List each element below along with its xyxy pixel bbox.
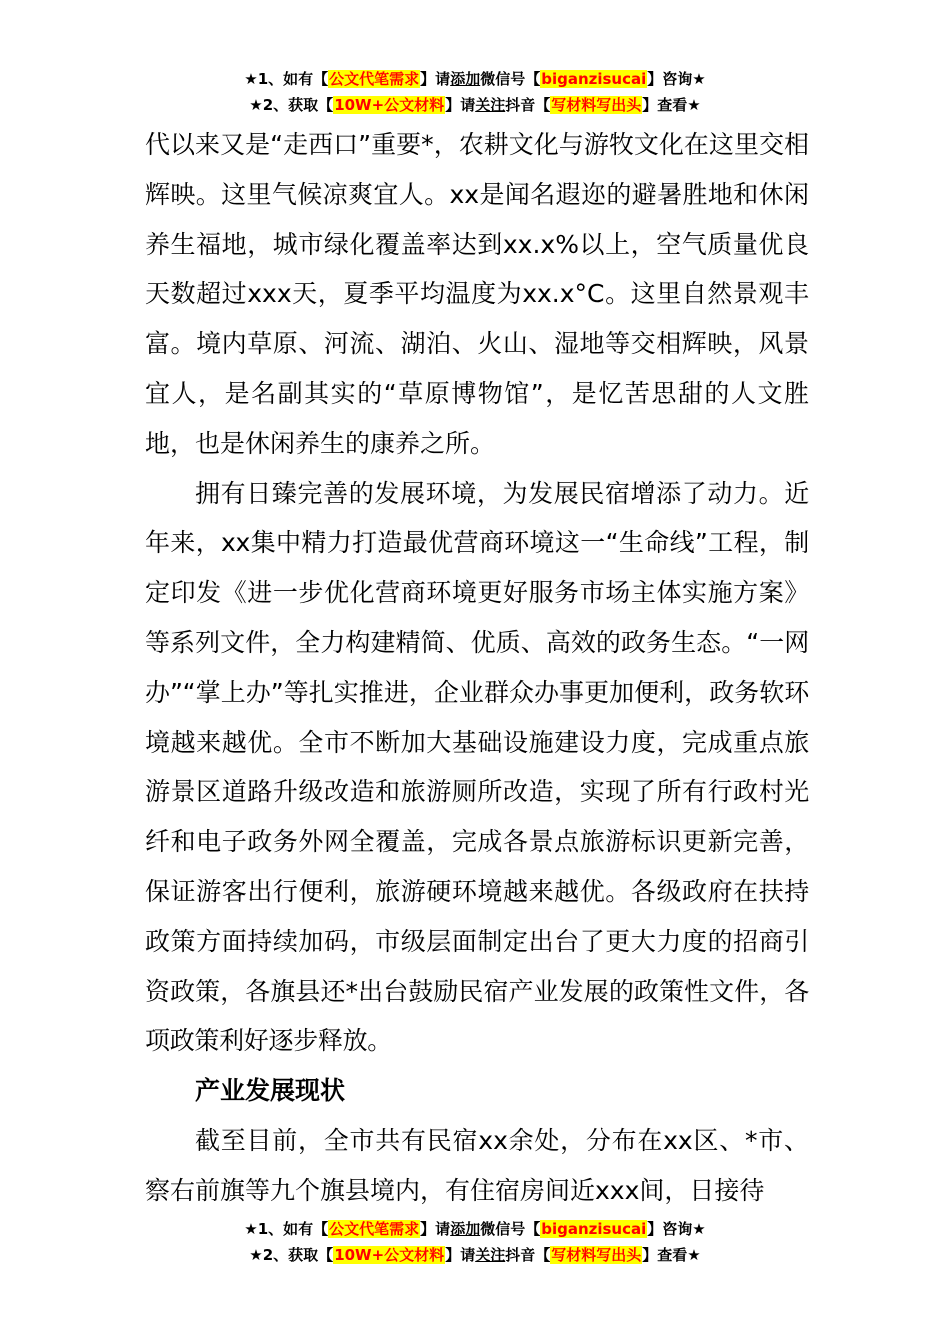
section-heading: 产业发展现状 xyxy=(195,1076,346,1106)
banner-line-1 xyxy=(0,1216,950,1242)
banner-text: 】咨询★ xyxy=(647,70,706,88)
banner-text: ★1、如有【 xyxy=(244,1220,329,1238)
banner-underlined: 添加 xyxy=(450,70,481,88)
banner-text: 】请 xyxy=(445,1246,476,1264)
banner-underlined: 关注 xyxy=(475,96,506,114)
banner-text: 】查看★ xyxy=(642,96,701,114)
banner-text: 】请 xyxy=(420,70,451,88)
banner-text: 】查看★ xyxy=(642,1246,701,1264)
header-banner xyxy=(0,66,950,118)
banner-highlight: 写材料写出头 xyxy=(551,1246,642,1264)
banner-highlight: 10W+公文材料 xyxy=(334,96,445,114)
banner-text: 】请 xyxy=(420,1220,451,1238)
banner-highlight: 公文代笔需求 xyxy=(329,70,420,88)
banner-text: 抖音【 xyxy=(505,96,551,114)
banner-text: ★1、如有【 xyxy=(244,70,329,88)
banner-text: 微信号【 xyxy=(480,1220,541,1238)
banner-highlight: 公文代笔需求 xyxy=(329,1220,420,1238)
banner-underlined: 添加 xyxy=(450,1220,481,1238)
banner-text: 】咨询★ xyxy=(647,1220,706,1238)
banner-text: ★2、获取【 xyxy=(249,1246,334,1264)
paragraph-development: 拥有日臻完善的发展环境，为发展民宿增添了动力。近年来，xx集中精力打造最优营商环境这一“生命线”工程，制定印发《进一步优化营商环境更好服务市场主体实施方案》等系列文件，全力构建精简、优质、高效的政务生态。“一网办”“掌上办”等扎实推进，企业群众办事更加便利，政务软环境越来越优。全市不断加大基础设施建设力度，完成重点旅游景区道路升级改造和旅游厕所改造，实现了所有行政村光纤和电子政务外网全覆盖，完成各景点旅游标识更新完善，保证游客出行便利，旅游硬环境越来越优。各级政府在扶持政策方面持续加码，市级层面制定出台了更大力度的招商引资政策，各旗县还*出台鼓励民宿产业发展的政策性文件，各项政策利好逐步释放。 xyxy=(145,478,809,1056)
banner-line-2 xyxy=(0,1242,950,1268)
paragraph-environment: 代以来又是“走西口”重要*，农耕文化与游牧文化在这里交相辉映。这里气候凉爽宜人。xx是闻名遐迩的避暑胜地和休闲养生福地，城市绿化覆盖率达到xx.x%以上，空气质量优良天数超过xxx天，夏季平均温度为xx.x°C。这里自然景观丰富。境内草原、河流、湖泊、火山、湿地等交相辉映，风景宜人，是名副其实的“草原博物馆”，是忆苦思甜的人文胜地，也是休闲养生的康养之所。 xyxy=(145,130,809,458)
document-body xyxy=(145,120,809,1216)
banner-highlight: 写材料写出头 xyxy=(551,96,642,114)
banner-text: 微信号【 xyxy=(480,70,541,88)
banner-line-1 xyxy=(0,66,950,92)
footer-banner xyxy=(0,1216,950,1268)
banner-line-2 xyxy=(0,92,950,118)
banner-text: 抖音【 xyxy=(505,1246,551,1264)
banner-text: 】请 xyxy=(445,96,476,114)
banner-highlight: 10W+公文材料 xyxy=(334,1246,445,1264)
banner-highlight: biganzisucai xyxy=(541,70,647,88)
paragraph-status: 截至目前，全市共有民宿xx余处，分布在xx区、*市、察右前旗等九个旗县境内，有住宿房间近xxx间，日接待 xyxy=(145,1125,809,1205)
banner-underlined: 关注 xyxy=(475,1246,506,1264)
banner-highlight: biganzisucai xyxy=(541,1220,647,1238)
banner-text: ★2、获取【 xyxy=(249,96,334,114)
